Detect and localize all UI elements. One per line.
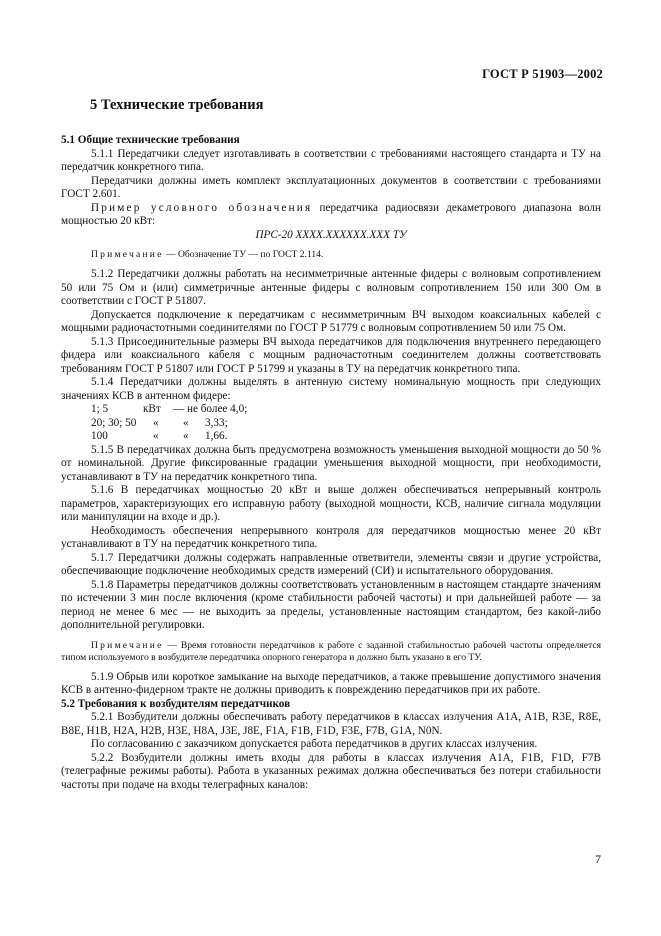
paragraph-5-1-9: 5.1.9 Обрыв или короткое замыкание на выходе передатчиков, а также превышение допустимого значения КСВ в антенно-фидерном тракте не должны приводить к повреждению передатчиков при их работе. <box>61 670 601 696</box>
note-2-label: Примечание <box>91 639 164 651</box>
ksv-power: 100 <box>91 430 108 442</box>
paragraph-5-2-1-b: По согласованию с заказчиком допускается работа передатчиков в других классах излучения. <box>91 738 538 750</box>
note-1-label: Примечание <box>91 249 164 260</box>
ksv-row <box>91 430 601 444</box>
example-label: Пример условного обозначения <box>91 201 313 214</box>
ksv-value: 1,66. <box>205 430 228 442</box>
paragraph-docs: Передатчики должны иметь комплект эксплуатационных документов в соответствии с требованиями ГОСТ 2.601. <box>61 174 601 200</box>
paragraph-5-2-2: 5.2.2 Возбудители должны иметь входы для работы в классах излучения A1A, F1B, F1D, F7B (телеграфные режимы работы). Работа в указанных режимах должна обеспечиваться без потери стабильности частоты при подаче на входы телеграфных каналов: <box>61 751 601 791</box>
ksv-power: 20; 30; 50 <box>91 416 137 429</box>
ksv-value: 3,33; <box>205 416 228 429</box>
subsection-title-5-2: 5.2 Требования к возбудителям передатчиков <box>61 697 291 710</box>
ksv-power: 1; 5 <box>91 403 109 415</box>
ksv-row <box>91 403 601 417</box>
subsection-title-5-1: 5.1 Общие технические требования <box>61 134 240 146</box>
ksv-unit: « <box>153 416 159 429</box>
paragraph-5-1-5: 5.1.5 В передатчиках должна быть предусмотрена возможность уменьшения выходной мощности до 50 % от номинальной. Другие фиксированные градации уменьшения выходной мощности, при необходимости, устанавливают в ТУ на передатчик конкретного типа. <box>61 443 601 483</box>
paragraph-5-1-8: 5.1.8 Параметры передатчиков должны соответствовать установленным в настоящем стандарте значениям по истечении 3 мин после включения (кроме стабильности рабочей частоты) и при дальнейшей работе — за период не менее 6 мес — не выходить за пределы, установленные настоящим стандартом, без какой-либо дополнительной регулировки. <box>61 578 601 631</box>
ksv-unit: « <box>153 430 159 442</box>
note-2-text: — Время готовности передатчиков к работе с заданной стабильностью рабочей частоты определяется типом используемого в возбудителе передатчика опорного генератора и должно быть указано в его ТУ. <box>61 639 601 663</box>
ksv-mark: « <box>183 430 189 442</box>
ksv-row <box>91 417 601 431</box>
paragraph-5-1-6-b: Необходимость обеспечения непрерывного контроля для передатчиков мощностью менее 20 кВт устанавливают в ТУ на передатчик конкретного типа. <box>61 524 601 550</box>
ksv-mark: « <box>183 416 189 429</box>
paragraph-5-1-6: 5.1.6 В передатчиках мощностью 20 кВт и выше должен обеспечиваться непрерывный контроль параметров, характеризующих его исправную работу (выходной мощности, КСВ, наличие сигнала модуляции или манипуляции на входе и др.). <box>61 484 601 523</box>
note-2 <box>61 640 601 664</box>
paragraph-5-2-1: 5.2.1 Возбудители должны обеспечивать работу передатчиков в классах излучения A1A, A1B, R3E, R8E, B8E, H1B, H2A, H2B, H3E, H8A, J3E, J8E, F1A, F1B, F1D, F3E, F7B, G1A, N0N. <box>61 711 601 737</box>
paragraph-5-1-1: 5.1.1 Передатчики следует изготавливать в соответствии с требованиями настоящего стандарта и ТУ на передатчик конкретного типа. <box>61 147 601 173</box>
designation-example: ПРС-20 ХХХХ.ХХХХХХ.ХХХ ТУ <box>255 228 407 241</box>
ksv-table <box>61 403 601 444</box>
paragraph-5-1-4: 5.1.4 Передатчики должны выделять в антенную систему номинальную мощность при следующих значениях КСВ в антенном фидере: <box>61 376 601 402</box>
ksv-unit: кВт <box>143 403 161 415</box>
note-1 <box>61 249 601 261</box>
note-1-text: — Обозначение ТУ — по ГОСТ 2.114. <box>163 249 324 260</box>
paragraph-5-1-2: 5.1.2 Передатчики должны работать на несимметричные антенные фидеры с волновым сопротивлением 50 или 75 Ом и (или) симметричные антенные фидеры с волновым сопротивлением 150 или 300 Ом в соответствии с ГОСТ Р 51807. <box>61 268 601 307</box>
example-paragraph <box>61 202 601 229</box>
paragraph-5-1-3: 5.1.3 Присоединительные размеры ВЧ выхода передатчиков для подключения внутреннего передающего фидера или коаксиального кабеля с мощным радиочастотным соединителем должны соответствовать требованиям ГОСТ Р 51807 или ГОСТ Р 51799 и указаны в ТУ на передатчик конкретного типа. <box>61 335 601 375</box>
section-title: 5 Технические требования <box>90 97 264 113</box>
paragraph-5-1-2-b: Допускается подключение к передатчикам с несимметричным ВЧ выходом коаксиальных кабелей с мощными радиочастотными соединителями по ГОСТ Р 51779 с волновым сопротивлением 50 или 75 Ом. <box>61 308 601 334</box>
standard-header: ГОСТ Р 51903—2002 <box>482 67 603 81</box>
paragraph-5-1-7: 5.1.7 Передатчики должны содержать направленные ответвители, элементы связи и другие устройства, обеспечивающие подключение необходимых средств измерений (СИ) и испытательного оборудования. <box>61 551 601 577</box>
page-content <box>61 96 601 792</box>
ksv-value: — не более 4,0; <box>173 403 248 415</box>
example-text: передатчика радиосвязи декаметрового диапазона волн мощностью 20 кВт: <box>61 201 601 227</box>
page-number: 7 <box>595 852 601 866</box>
